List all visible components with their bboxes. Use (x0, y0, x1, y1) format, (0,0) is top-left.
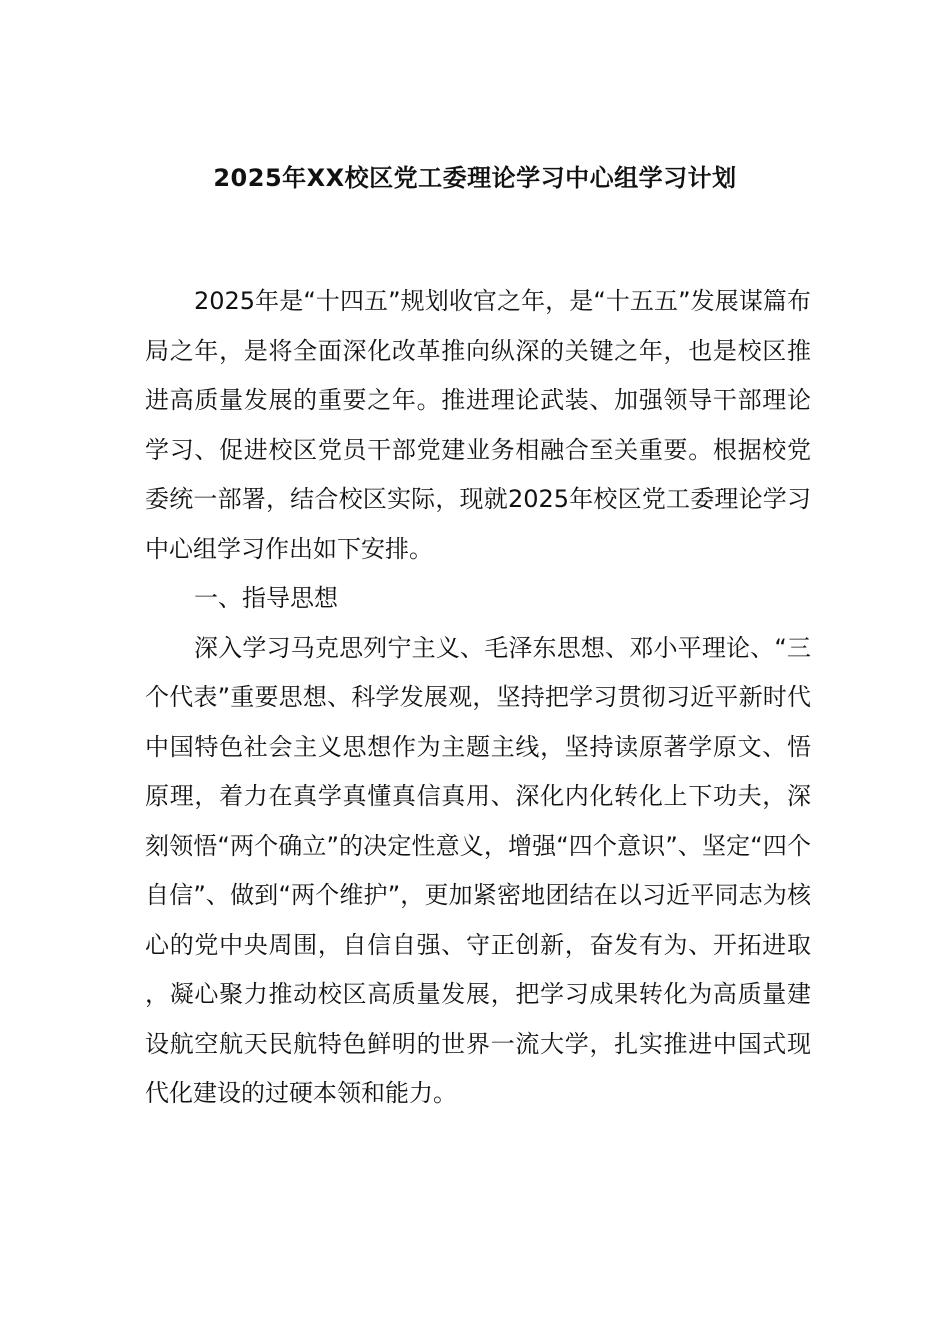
document-title: 2025年XX校区党工委理论学习中心组学习计划 (213, 164, 737, 192)
section-paragraph: 深入学习马克思列宁主义、毛泽东思想、邓小平理论、“三个代表”重要思想、科学发展观，坚持把学习贯彻习近平新时代中国特色社会主义思想作为主题主线，坚持读原著学原文、悟原理，着力在真学真懂真信真用、深化内化转化上下功夫，深刻领悟“两个确立”的决定性意义，增强“四个意识”、坚定“四个自信”、做到“两个维护”，更加紧密地团结在以习近平同志为核心的党中央周围，自信自强、守正创新，奋发有为、开拓进取，凝心聚力推动校区高质量发展，把学习成果转化为高质量建设航空航天民航特色鲜明的世界一流大学，扎实推进中国式现代化建设的过硬本领和能力。 (145, 633, 811, 1107)
intro-paragraph: 2025年是“十四五”规划收官之年，是“十五五”发展谋篇布局之年，是将全面深化改革推向纵深的关键之年，也是校区推进高质量发展的重要之年。推进理论武装、加强领导干部理论学习、促进校区党员干部党建业务相融合至关重要。根据校党委统一部署，结合校区实际，现就2025年校区党工委理论学习中心组学习作出如下安排。 (145, 287, 811, 563)
document-body (145, 277, 811, 1119)
section-heading: 一、指导思想 (194, 584, 338, 612)
